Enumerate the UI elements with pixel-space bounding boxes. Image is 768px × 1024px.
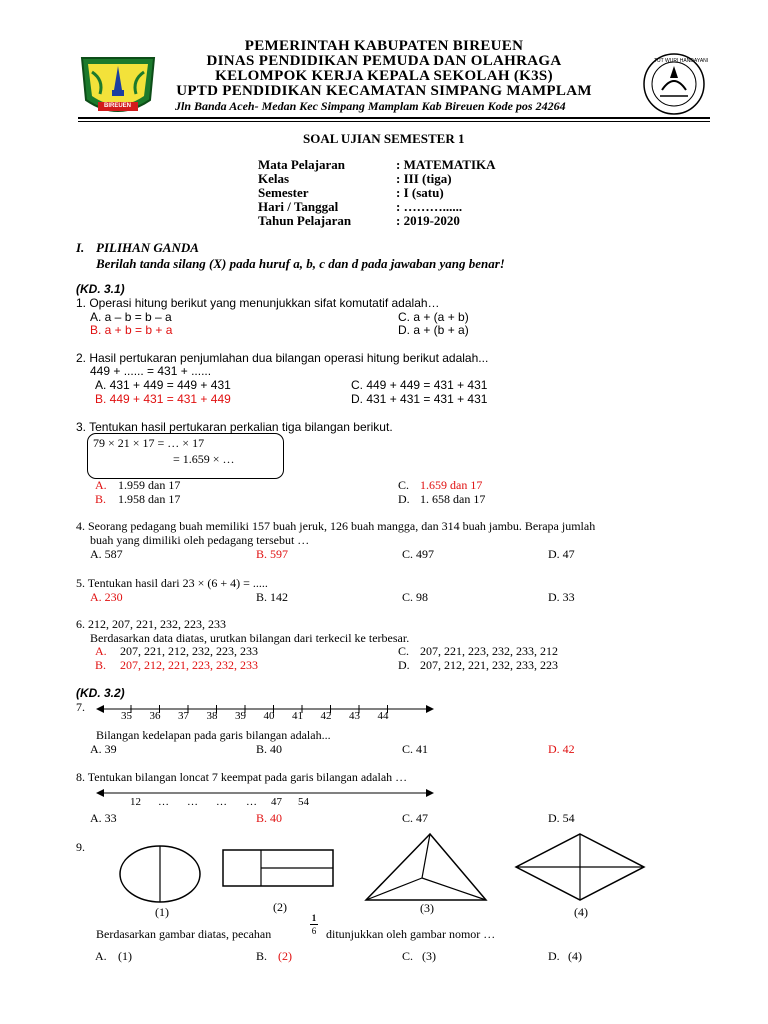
q8-tick-label: 54 — [298, 796, 309, 808]
q3-option-a-letter[interactable]: A. — [95, 478, 107, 492]
q3-box-line1: 79 × 21 × 17 = … × 17 — [93, 436, 205, 450]
q9-option-a[interactable]: (1) — [118, 949, 132, 963]
question-2-line2: 449 + ...... = 431 + ...... — [90, 364, 212, 378]
q7-tick-label: 44 — [377, 710, 389, 722]
info-value-class: : III (tiga) — [396, 171, 452, 186]
q9-shape-2-rectangle — [222, 849, 334, 887]
q2-option-a[interactable]: A. 431 + 449 = 449 + 431 — [95, 378, 231, 392]
info-value-semester: : I (satu) — [396, 185, 444, 200]
right-logo-text: TUT WURI HANDAYANI — [654, 58, 709, 64]
q4-option-d[interactable]: D. 47 — [548, 547, 575, 561]
q7-tick-label: 37 — [178, 710, 189, 722]
q1-option-c[interactable]: C. a + (a + b) — [398, 310, 469, 324]
q4-option-b[interactable]: B. 597 — [256, 547, 289, 561]
q9-fraction-numerator: 1 — [311, 913, 317, 923]
q8-tick-label: 12 — [130, 796, 141, 808]
q7-tick-label: 38 — [206, 710, 218, 722]
q9-label-3: (3) — [420, 901, 434, 915]
exam-title: SOAL UJIAN SEMESTER 1 — [303, 131, 465, 146]
q9-option-d[interactable]: (4) — [568, 949, 582, 963]
q4-option-c[interactable]: C. 497 — [402, 547, 435, 561]
q9-fraction-denominator: 6 — [311, 926, 317, 936]
info-label-year: Tahun Pelajaran — [258, 213, 352, 228]
info-label-date: Hari / Tanggal — [258, 199, 339, 214]
q8-tick-label: … — [216, 796, 227, 808]
question-8-text: 8. Tentukan bilangan loncat 7 keempat pada garis bilangan adalah … — [76, 770, 408, 784]
q9-option-c[interactable]: (3) — [422, 949, 436, 963]
q7-option-c[interactable]: C. 41 — [402, 742, 429, 756]
kd-label-2: (KD. 3.2) — [76, 686, 125, 700]
q6-option-b-letter[interactable]: B. — [95, 658, 107, 672]
q3-option-c-letter[interactable]: C. — [398, 478, 410, 492]
info-label-semester: Semester — [258, 185, 309, 200]
q9-fraction — [309, 913, 319, 936]
q8-tick-label: … — [158, 796, 169, 808]
q3-option-c[interactable]: 1.659 dan 17 — [420, 478, 483, 492]
q5-option-d[interactable]: D. 33 — [548, 590, 575, 604]
section-instruction: Berilah tanda silang (X) pada huruf a, b, c dan d pada jawaban yang benar! — [96, 256, 505, 271]
q1-option-a[interactable]: A. a – b = b – a — [90, 310, 172, 324]
q9-option-b[interactable]: (2) — [278, 949, 292, 963]
q9-label-2: (2) — [273, 900, 287, 914]
q6-option-b[interactable]: 207, 212, 221, 223, 232, 233 — [120, 658, 258, 672]
q8-option-b[interactable]: B. 40 — [256, 811, 283, 825]
info-value-date: : ………...... — [396, 199, 463, 214]
q7-option-b[interactable]: B. 40 — [256, 742, 283, 756]
q7-tick-label: 36 — [149, 710, 161, 722]
info-label-subject: Mata Pelajaran — [258, 157, 346, 172]
q5-option-b[interactable]: B. 142 — [256, 590, 289, 604]
q9-shape-4-rhombus — [514, 832, 646, 902]
q6-option-d[interactable]: 207, 212, 221, 232, 233, 223 — [420, 658, 558, 672]
q8-tick-label: 47 — [271, 796, 282, 808]
q7-tick-label: 35 — [121, 710, 132, 722]
question-7-text: Bilangan kedelapan pada garis bilangan adalah... — [96, 728, 331, 742]
q9-option-d-letter[interactable]: D. — [548, 949, 560, 963]
q6-option-d-letter[interactable]: D. — [398, 658, 410, 672]
q9-option-a-letter[interactable]: A. — [95, 949, 107, 963]
section-title: PILIHAN GANDA — [96, 240, 199, 255]
q6-option-a[interactable]: 207, 221, 212, 232, 223, 233 — [120, 644, 258, 658]
q7-option-d[interactable]: D. 42 — [548, 742, 575, 756]
q3-option-b[interactable]: 1.958 dan 17 — [118, 492, 181, 506]
header-divider — [78, 117, 710, 122]
q9-shape-3-triangle — [364, 832, 488, 902]
q8-tick-label: … — [187, 796, 198, 808]
q2-option-b[interactable]: B. 449 + 431 = 431 + 449 — [95, 392, 231, 406]
q9-option-b-letter[interactable]: B. — [256, 949, 268, 963]
question-4-text: 4. Seorang pedagang buah memiliki 157 buah jeruk, 126 buah mangga, dan 314 buah jambu. Berapa jumlah — [76, 519, 596, 533]
q8-option-d[interactable]: D. 54 — [548, 811, 575, 825]
q3-option-d-letter[interactable]: D. — [398, 492, 410, 506]
question-4-line2: buah yang dimiliki oleh pedagang tersebut … — [90, 533, 310, 547]
q5-option-c[interactable]: C. 98 — [402, 590, 429, 604]
question-5-text: 5. Tentukan hasil dari 23 × (6 + 4) = ..... — [76, 576, 268, 590]
q5-option-a[interactable]: A. 230 — [90, 590, 123, 604]
q8-option-c[interactable]: C. 47 — [402, 811, 429, 825]
q9-label-4: (4) — [574, 905, 588, 919]
question-2-text: 2. Hasil pertukaran penjumlahan dua bilangan operasi hitung berikut adalah... — [76, 351, 489, 365]
q3-option-d[interactable]: 1. 658 dan 17 — [420, 492, 486, 506]
q4-option-a[interactable]: A. 587 — [90, 547, 123, 561]
q8-number-line — [96, 787, 436, 799]
question-9-text-post: ditunjukkan oleh gambar nomor … — [326, 927, 496, 941]
q2-option-d[interactable]: D. 431 + 431 = 431 + 431 — [351, 392, 488, 406]
q6-option-c[interactable]: 207, 221, 223, 232, 233, 212 — [420, 644, 558, 658]
left-logo-text: BIREUEN — [104, 103, 132, 109]
q3-option-b-letter[interactable]: B. — [95, 492, 107, 506]
q8-option-a[interactable]: A. 33 — [90, 811, 117, 825]
info-value-year: : 2019-2020 — [396, 213, 460, 228]
info-value-subject: : MATEMATIKA — [396, 157, 496, 172]
q8-tick-label: … — [246, 796, 257, 808]
question-9-number: 9. — [76, 840, 85, 854]
q7-tick-label: 39 — [235, 710, 246, 722]
q6-option-c-letter[interactable]: C. — [398, 644, 410, 658]
section-number: I. — [76, 240, 85, 255]
q9-shape-1-ellipse — [118, 844, 202, 904]
q7-option-a[interactable]: A. 39 — [90, 742, 117, 756]
question-9-text-pre: Berdasarkan gambar diatas, pecahan — [96, 927, 272, 941]
q1-option-b[interactable]: B. a + b = b + a — [90, 323, 173, 337]
q7-tick-label: 42 — [320, 710, 332, 722]
q1-option-d[interactable]: D. a + (b + a) — [398, 323, 469, 337]
q3-box-line2: = 1.659 × … — [173, 452, 235, 466]
question-1-text: 1. Operasi hitung berikut yang menunjukkan sifat komutatif adalah… — [76, 296, 440, 310]
info-label-class: Kelas — [258, 171, 290, 186]
q9-option-c-letter[interactable]: C. — [402, 949, 414, 963]
q2-option-c[interactable]: C. 449 + 449 = 431 + 431 — [351, 378, 488, 392]
header-line-4: UPTD PENDIDIKAN KECAMATAN SIMPANG MAMPLAM — [176, 83, 592, 99]
header-address: Jln Banda Aceh- Medan Kec Simpang Mamplam Kab Bireuen Kode pos 24264 — [175, 99, 566, 113]
question-6-text: 6. 212, 207, 221, 232, 223, 233 — [76, 617, 226, 631]
q7-tick-label: 43 — [349, 710, 360, 722]
q7-tick-label: 41 — [292, 710, 303, 722]
q6-option-a-letter[interactable]: A. — [95, 644, 107, 658]
header-line-3: KELOMPOK KERJA KEPALA SEKOLAH (K3S) — [215, 68, 553, 84]
header-line-1: PEMERINTAH KABUPATEN BIREUEN — [244, 38, 524, 54]
question-3-text: 3. Tentukan hasil pertukaran perkalian tiga bilangan berikut. — [76, 420, 393, 434]
header-line-2: DINAS PENDIDIKAN PEMUDA DAN OLAHRAGA — [206, 53, 562, 69]
q3-option-a[interactable]: 1.959 dan 17 — [118, 478, 181, 492]
kd-label-1: (KD. 3.1) — [76, 282, 125, 296]
question-6-line2: Berdasarkan data diatas, urutkan bilangan dari terkecil ke terbesar. — [90, 631, 410, 645]
question-7-number: 7. — [76, 700, 85, 714]
q7-tick-label: 40 — [263, 710, 275, 722]
q9-label-1: (1) — [155, 905, 169, 919]
